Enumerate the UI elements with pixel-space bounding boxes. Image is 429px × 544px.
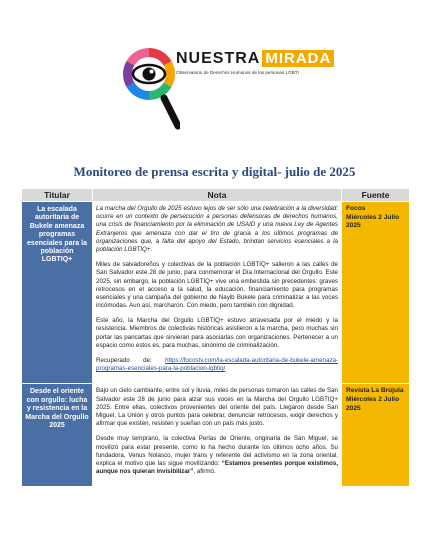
nota-source — [96, 357, 338, 373]
nota-paragraph: Este año, la Marcha del Orgullo LGBTIQ+ estuvo atravesada por el miedo y la resistencia. Miembros de colectivas históricas asistieron a la marcha, pero muchas sin portar las pancartas que sirvieran para asociarlas con organizaciones. Pertenecer a un espacio como estos es, para muchas, sinónimo de criminalización. — [96, 317, 338, 349]
row-nota — [93, 384, 342, 487]
nota-paragraph: Miles de salvadoreños y colectivas de la población LGBTIQ+ salieron a las calles de San Salvador este 28 de junio, para conmemorar el Día Internacional del Orgullo. Este 2025, sin embargo, la población LGBTIQ+ vive una embestida sin precedentes: graves retrocesos en el acceso a la salud, la educación, financiamiento para programas esenciales y una campaña del gobierno de Nayib Bukele para criminalizar a las voces incómodas. Aun así, marcharon. Con miedo, pero también con dignidad. — [96, 261, 338, 310]
logo-name-part1: NUESTRA — [176, 50, 261, 67]
row-fuente — [342, 202, 410, 384]
logo-subtitle: Observatorio de Derechos Humanos de las personas LGBTI — [176, 70, 299, 75]
fuente-outlet: Revista La Brújula — [346, 387, 404, 395]
recuperado-label: Recuperado de: — [96, 357, 166, 364]
header-fuente: Fuente — [342, 189, 410, 202]
nota-paragraph: La marcha del Orgullo de 2025 estuvo lejos de ser sólo una celebración a la diversidad: ocurre en un contexto de persecución a personas defensoras de derechos humanos, una crisis de financiamiento por la eliminación de USAID y una nueva Ley de Agentes Extranjeros que amenaza con dar el tiro de gracia a los últimos programas de organizaciones que, a falta del apoyo del Estado, brindan servicios esenciales a la población LGBTIQ+. — [96, 205, 338, 253]
logo-name-part2: MIRADA — [262, 50, 334, 67]
row-fuente — [342, 384, 410, 487]
page-title: Monitoreo de prensa escrita y digital- julio de 2025 — [73, 164, 356, 179]
fuente-date: Miércoles 2 Julio 2025 — [346, 395, 400, 412]
table-header-row — [22, 189, 410, 202]
row-titular: La escalada autoritaria de Bukele amenaza programas esenciales para la población LGBTIQ+ — [22, 202, 93, 384]
fuente-date: Miércoles 2 Julio 2025 — [346, 213, 400, 230]
logo — [118, 40, 332, 134]
nota-quote-tail: , afirmó. — [193, 468, 216, 476]
nota-text: Desde muy temprano, la colectiva Perlas de Oriente, originaria de San Miguel, se movilizó para estar presente, como lo ha hecho durante los últimos ocho años. Su fundadora, Venus Nolasco, mujer trans y referente del activismo en la zona oriental, explica el motivo que las sigue movilizando: — [96, 435, 338, 467]
table-row — [22, 202, 410, 384]
row-titular: Desde el oriente con orgullo: lucha y resistencia en la Marcha del Orgullo 2025 — [22, 384, 93, 487]
header-nota: Nota — [93, 189, 342, 202]
header-titular: Titular — [22, 189, 93, 202]
logo-wordmark — [176, 50, 334, 68]
nota-quote: “Estamos presentes porque existimos, aunque nos quieran invisibilizar” — [96, 459, 338, 476]
row-nota — [93, 202, 342, 384]
fuente-outlet: Focos — [346, 205, 366, 212]
nota-paragraph: Bajo un cielo cambiante, entre sol y lluvia, miles de personas tomaron las calles de San Salvador este 28 de junio para alzar sus voces en la Marcha del Orgullo LGBTIQ+ 2025. Entre ellas, colectivos provenientes del oriente del país. Llegaron desde San Miguel, La Unión y otros puntos para celebrar, denunciar retrocesos, exigir derechos y afirmar que existen, resisten y sueñan con un país más justo. — [96, 387, 338, 428]
source-link[interactable]: https://focostv.com/la-escalada-autoritaria-de-bukele-amenaza-programas-esenciales-para-la-poblacion-lgbtiq/ — [96, 357, 338, 373]
table-row — [22, 384, 410, 487]
eye-magnifier-icon — [118, 40, 180, 134]
monitoring-table — [21, 188, 410, 487]
nota-paragraph — [96, 435, 338, 476]
